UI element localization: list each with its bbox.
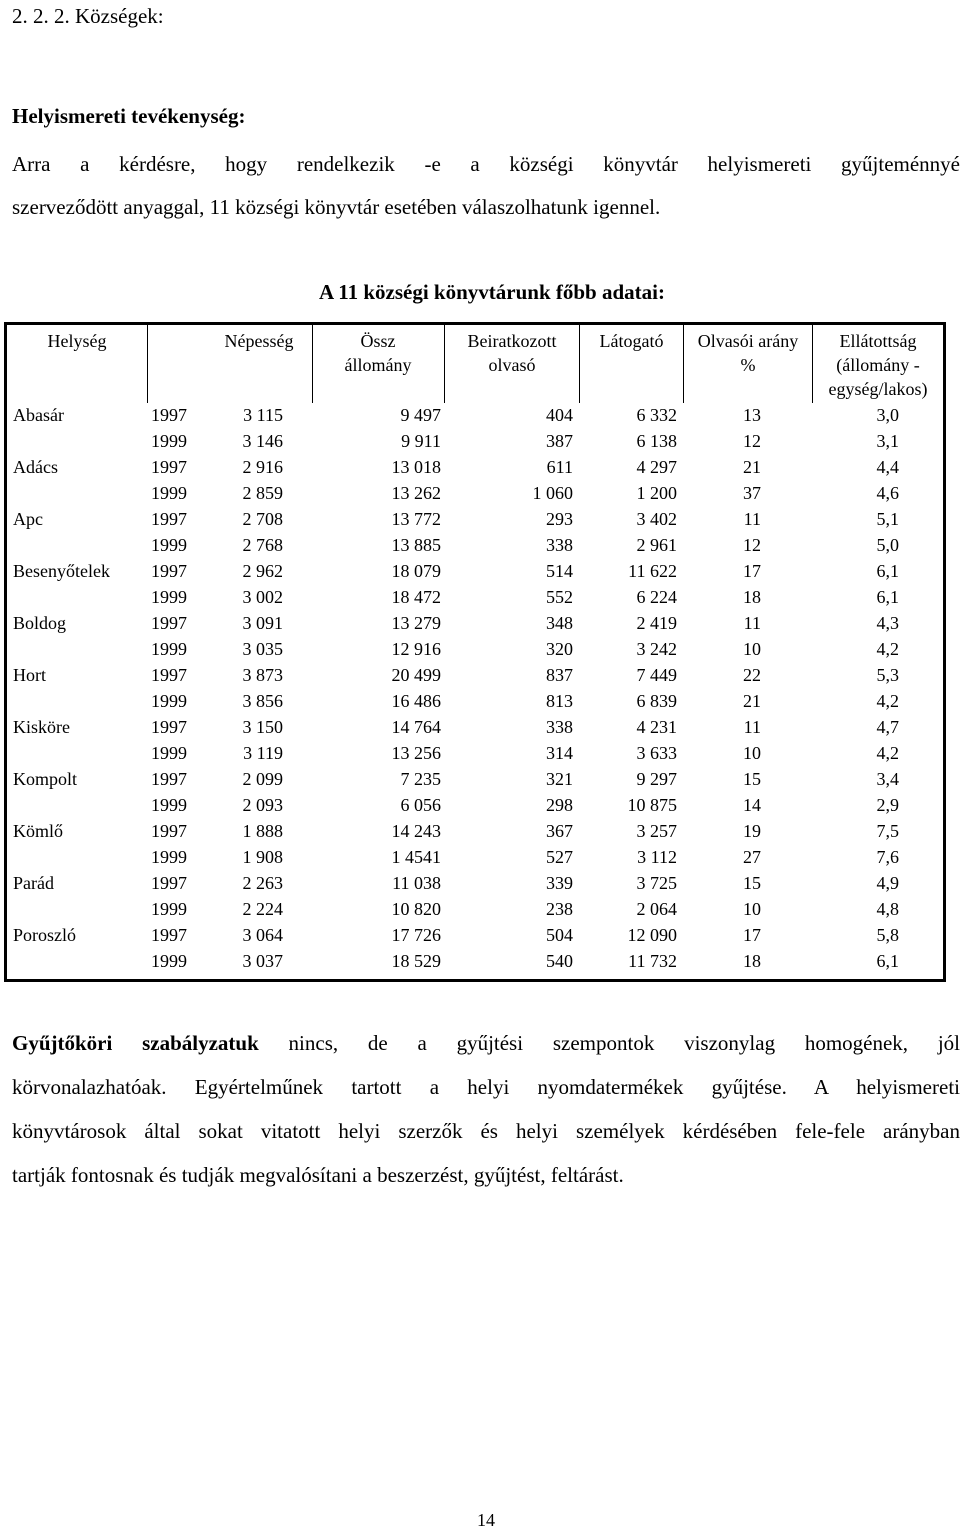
header-readers-line: olvasó <box>488 355 536 375</box>
cell-stock: 13 885 <box>391 535 441 555</box>
cell-visitors: 11 622 <box>628 561 677 581</box>
cell-stock: 13 018 <box>391 457 441 477</box>
cell-year: 1999 <box>151 535 187 555</box>
closing-line: tartják fontosnak és tudják megvalósítani a beszerzést, gyűjtést, feltárást. <box>12 1163 624 1187</box>
cell-stock: 13 772 <box>391 509 441 529</box>
table-row <box>7 637 943 663</box>
intro-line: szerveződött anyaggal, 11 községi könyvtár esetében válaszolhatunk igennel. <box>12 195 661 219</box>
cell-year: 1997 <box>151 405 187 425</box>
cell-readers: 837 <box>546 665 573 685</box>
cell-visitors: 3 257 <box>636 821 677 841</box>
closing-line <box>12 1021 960 1065</box>
cell-readers: 540 <box>546 951 573 971</box>
cell-readers: 552 <box>546 587 573 607</box>
cell-population: 2 768 <box>242 535 283 555</box>
cell-readers: 298 <box>546 795 573 815</box>
table-row <box>7 611 943 637</box>
header-readers-line: Beiratkozott <box>467 331 557 351</box>
cell-place: Boldog <box>13 613 67 633</box>
cell-visitors: 10 875 <box>627 795 677 815</box>
cell-supply: 3,4 <box>876 769 899 789</box>
cell-ratio: 22 <box>743 665 761 685</box>
cell-ratio: 11 <box>743 613 761 633</box>
library-data-table <box>4 322 946 982</box>
cell-visitors: 4 231 <box>636 717 677 737</box>
cell-population: 2 962 <box>242 561 283 581</box>
cell-visitors: 6 332 <box>636 405 677 425</box>
cell-supply: 5,0 <box>876 535 899 555</box>
cell-year: 1999 <box>151 743 187 763</box>
cell-readers: 404 <box>546 405 573 425</box>
closing-line: körvonalazhatóak. Egyértelműnek tartott a helyi nyomdatermékek gyűjtése. A helyismereti <box>12 1075 960 1099</box>
cell-supply: 4,2 <box>876 639 899 659</box>
cell-stock: 6 056 <box>400 795 441 815</box>
table-title <box>0 280 960 305</box>
table-row <box>7 481 943 507</box>
table-row <box>7 767 943 793</box>
cell-population: 3 873 <box>242 665 283 685</box>
cell-ratio: 11 <box>743 509 761 529</box>
cell-supply: 2,9 <box>876 795 899 815</box>
cell-ratio: 10 <box>743 899 761 919</box>
cell-place: Abasár <box>13 405 64 425</box>
cell-readers: 238 <box>546 899 573 919</box>
intro-paragraph <box>12 143 960 229</box>
table-row <box>7 689 943 715</box>
cell-supply: 7,6 <box>876 847 899 867</box>
cell-ratio: 18 <box>743 951 761 971</box>
cell-supply: 4,8 <box>876 899 899 919</box>
header-population: Népesség <box>224 331 294 351</box>
cell-readers: 367 <box>546 821 573 841</box>
cell-readers: 338 <box>546 717 573 737</box>
cell-year: 1999 <box>151 899 187 919</box>
cell-supply: 5,3 <box>876 665 899 685</box>
header-supply <box>813 329 943 401</box>
cell-population: 2 263 <box>242 873 283 893</box>
cell-stock: 14 764 <box>391 717 441 737</box>
cell-year: 1997 <box>151 717 187 737</box>
header-supply-line: egység/lakos) <box>828 379 928 399</box>
cell-supply: 5,1 <box>876 509 899 529</box>
cell-population: 3 035 <box>242 639 283 659</box>
table-row <box>7 845 943 871</box>
cell-year: 1999 <box>151 587 187 607</box>
cell-supply: 4,7 <box>876 717 899 737</box>
cell-place: Parád <box>13 873 54 893</box>
cell-readers: 514 <box>546 561 573 581</box>
cell-stock: 14 243 <box>391 821 441 841</box>
table-row <box>7 507 943 533</box>
cell-ratio: 21 <box>743 457 761 477</box>
cell-visitors: 1 200 <box>636 483 677 503</box>
cell-visitors: 2 064 <box>636 899 677 919</box>
header-ratio <box>684 329 812 377</box>
cell-population: 3 064 <box>242 925 283 945</box>
cell-supply: 4,4 <box>876 457 899 477</box>
cell-year: 1999 <box>151 431 187 451</box>
cell-place: Kisköre <box>13 717 70 737</box>
table-row <box>7 429 943 455</box>
cell-population: 3 091 <box>242 613 283 633</box>
cell-ratio: 10 <box>743 639 761 659</box>
cell-supply: 3,0 <box>876 405 899 425</box>
cell-supply: 4,9 <box>876 873 899 893</box>
cell-ratio: 13 <box>743 405 761 425</box>
cell-readers: 320 <box>546 639 573 659</box>
cell-year: 1999 <box>151 847 187 867</box>
cell-population: 2 093 <box>242 795 283 815</box>
cell-stock: 9 497 <box>400 405 441 425</box>
cell-population: 3 856 <box>242 691 283 711</box>
cell-readers: 339 <box>546 873 573 893</box>
cell-place: Kompolt <box>13 769 78 789</box>
cell-stock: 1 4541 <box>391 847 441 867</box>
cell-ratio: 11 <box>743 717 761 737</box>
cell-stock: 17 726 <box>391 925 441 945</box>
cell-stock: 7 235 <box>400 769 441 789</box>
cell-stock: 11 038 <box>392 873 441 893</box>
cell-year: 1999 <box>151 951 187 971</box>
cell-ratio: 18 <box>743 587 761 607</box>
cell-supply: 4,3 <box>876 613 899 633</box>
cell-stock: 18 472 <box>391 587 441 607</box>
cell-visitors: 6 224 <box>636 587 677 607</box>
cell-supply: 4,2 <box>876 691 899 711</box>
table-row <box>7 455 943 481</box>
cell-visitors: 3 242 <box>636 639 677 659</box>
cell-readers: 293 <box>546 509 573 529</box>
table-row <box>7 533 943 559</box>
table-row <box>7 923 943 949</box>
table-row <box>7 871 943 897</box>
intro-line: Arra a kérdésre, hogy rendelkezik -e a községi könyvtár helyismereti gyűjteménnyé <box>12 152 960 176</box>
cell-ratio: 19 <box>743 821 761 841</box>
table-row <box>7 949 943 975</box>
cell-year: 1999 <box>151 639 187 659</box>
header-ratio-line: Olvasói arány <box>697 331 799 351</box>
cell-population: 3 150 <box>242 717 283 737</box>
closing-line-rest: nincs, de a gyűjtési szempontok viszonylag homogének, jól <box>258 1031 960 1055</box>
header-ratio-line: % <box>740 355 756 375</box>
cell-year: 1997 <box>151 925 187 945</box>
table-row <box>7 897 943 923</box>
cell-stock: 9 911 <box>401 431 441 451</box>
closing-paragraph <box>12 1021 960 1197</box>
header-supply-line: Ellátottság <box>839 331 917 351</box>
cell-supply: 4,2 <box>876 743 899 763</box>
cell-visitors: 2 419 <box>636 613 677 633</box>
cell-visitors: 12 090 <box>627 925 677 945</box>
cell-visitors: 3 725 <box>636 873 677 893</box>
cell-place: Poroszló <box>13 925 76 945</box>
cell-readers: 1 060 <box>532 483 573 503</box>
cell-visitors: 7 449 <box>636 665 677 685</box>
cell-supply: 6,1 <box>876 561 899 581</box>
table-header-row <box>7 325 943 403</box>
page-number: 14 <box>477 1510 495 1530</box>
cell-supply: 6,1 <box>876 951 899 971</box>
table-row <box>7 559 943 585</box>
cell-place: Kömlő <box>13 821 64 841</box>
cell-supply: 3,1 <box>876 431 899 451</box>
cell-stock: 16 486 <box>391 691 441 711</box>
table-row <box>7 585 943 611</box>
cell-population: 2 224 <box>242 899 283 919</box>
cell-population: 3 002 <box>242 587 283 607</box>
header-stock-line: Össz <box>360 331 396 351</box>
cell-year: 1997 <box>151 769 187 789</box>
table-row <box>7 741 943 767</box>
table-row <box>7 403 943 429</box>
cell-ratio: 37 <box>743 483 761 503</box>
cell-ratio: 15 <box>743 873 761 893</box>
cell-population: 3 037 <box>242 951 283 971</box>
cell-visitors: 6 839 <box>636 691 677 711</box>
cell-year: 1997 <box>151 457 187 477</box>
cell-readers: 314 <box>546 743 573 763</box>
header-stock <box>313 329 443 377</box>
cell-population: 1 908 <box>242 847 283 867</box>
cell-stock: 18 079 <box>391 561 441 581</box>
cell-population: 2 916 <box>242 457 283 477</box>
cell-ratio: 27 <box>743 847 761 867</box>
cell-visitors: 11 732 <box>628 951 677 971</box>
closing-line: könyvtárosok által sokat vitatott helyi szerzők és helyi személyek kérdésében fele-fele arányban <box>12 1119 960 1143</box>
cell-ratio: 17 <box>743 561 761 581</box>
section-heading: 2. 2. 2. Községek: <box>12 4 164 28</box>
cell-year: 1997 <box>151 509 187 529</box>
cell-visitors: 9 297 <box>636 769 677 789</box>
cell-place: Hort <box>13 665 46 685</box>
cell-stock: 18 529 <box>391 951 441 971</box>
column-divider <box>147 325 148 403</box>
cell-visitors: 3 402 <box>636 509 677 529</box>
cell-population: 2 099 <box>242 769 283 789</box>
cell-population: 3 119 <box>243 743 283 763</box>
cell-ratio: 17 <box>743 925 761 945</box>
table-title-text: A 11 községi könyvtárunk főbb adatai: <box>319 280 665 304</box>
cell-ratio: 15 <box>743 769 761 789</box>
cell-supply: 7,5 <box>876 821 899 841</box>
header-readers <box>445 329 579 377</box>
cell-ratio: 14 <box>743 795 761 815</box>
cell-supply: 6,1 <box>876 587 899 607</box>
cell-place: Apc <box>13 509 43 529</box>
cell-population: 3 115 <box>243 405 283 425</box>
cell-visitors: 6 138 <box>636 431 677 451</box>
cell-visitors: 3 112 <box>637 847 677 867</box>
cell-year: 1997 <box>151 821 187 841</box>
cell-population: 3 146 <box>242 431 283 451</box>
cell-ratio: 12 <box>743 431 761 451</box>
cell-stock: 12 916 <box>391 639 441 659</box>
cell-readers: 504 <box>546 925 573 945</box>
cell-ratio: 10 <box>743 743 761 763</box>
cell-stock: 13 262 <box>391 483 441 503</box>
cell-stock: 13 279 <box>391 613 441 633</box>
cell-ratio: 21 <box>743 691 761 711</box>
header-place: Helység <box>47 331 107 351</box>
cell-readers: 321 <box>546 769 573 789</box>
cell-readers: 611 <box>546 457 573 477</box>
cell-year: 1999 <box>151 691 187 711</box>
table-row <box>7 819 943 845</box>
cell-readers: 338 <box>546 535 573 555</box>
subsection-heading: Helyismereti tevékenység: <box>12 104 246 128</box>
header-supply-line: (állomány - <box>836 355 920 375</box>
cell-place: Besenyőtelek <box>13 561 110 581</box>
cell-year: 1999 <box>151 483 187 503</box>
cell-population: 1 888 <box>242 821 283 841</box>
cell-readers: 527 <box>546 847 573 867</box>
cell-stock: 13 256 <box>391 743 441 763</box>
cell-population: 2 859 <box>242 483 283 503</box>
cell-ratio: 12 <box>743 535 761 555</box>
table-row <box>7 715 943 741</box>
cell-place: Adács <box>13 457 58 477</box>
cell-year: 1997 <box>151 665 187 685</box>
cell-supply: 5,8 <box>876 925 899 945</box>
cell-supply: 4,6 <box>876 483 899 503</box>
cell-readers: 348 <box>546 613 573 633</box>
cell-readers: 813 <box>546 691 573 711</box>
cell-year: 1999 <box>151 795 187 815</box>
cell-year: 1997 <box>151 873 187 893</box>
cell-visitors: 3 633 <box>636 743 677 763</box>
cell-stock: 10 820 <box>391 899 441 919</box>
header-visitors: Látogató <box>599 331 664 351</box>
cell-year: 1997 <box>151 613 187 633</box>
header-stock-line: állomány <box>344 355 412 375</box>
table-row <box>7 793 943 819</box>
table-row <box>7 663 943 689</box>
cell-visitors: 2 961 <box>636 535 677 555</box>
cell-population: 2 708 <box>242 509 283 529</box>
cell-stock: 20 499 <box>391 665 441 685</box>
cell-year: 1997 <box>151 561 187 581</box>
cell-readers: 387 <box>546 431 573 451</box>
cell-visitors: 4 297 <box>636 457 677 477</box>
closing-bold-lead: Gyűjtőköri szabályzatuk <box>12 1031 259 1055</box>
